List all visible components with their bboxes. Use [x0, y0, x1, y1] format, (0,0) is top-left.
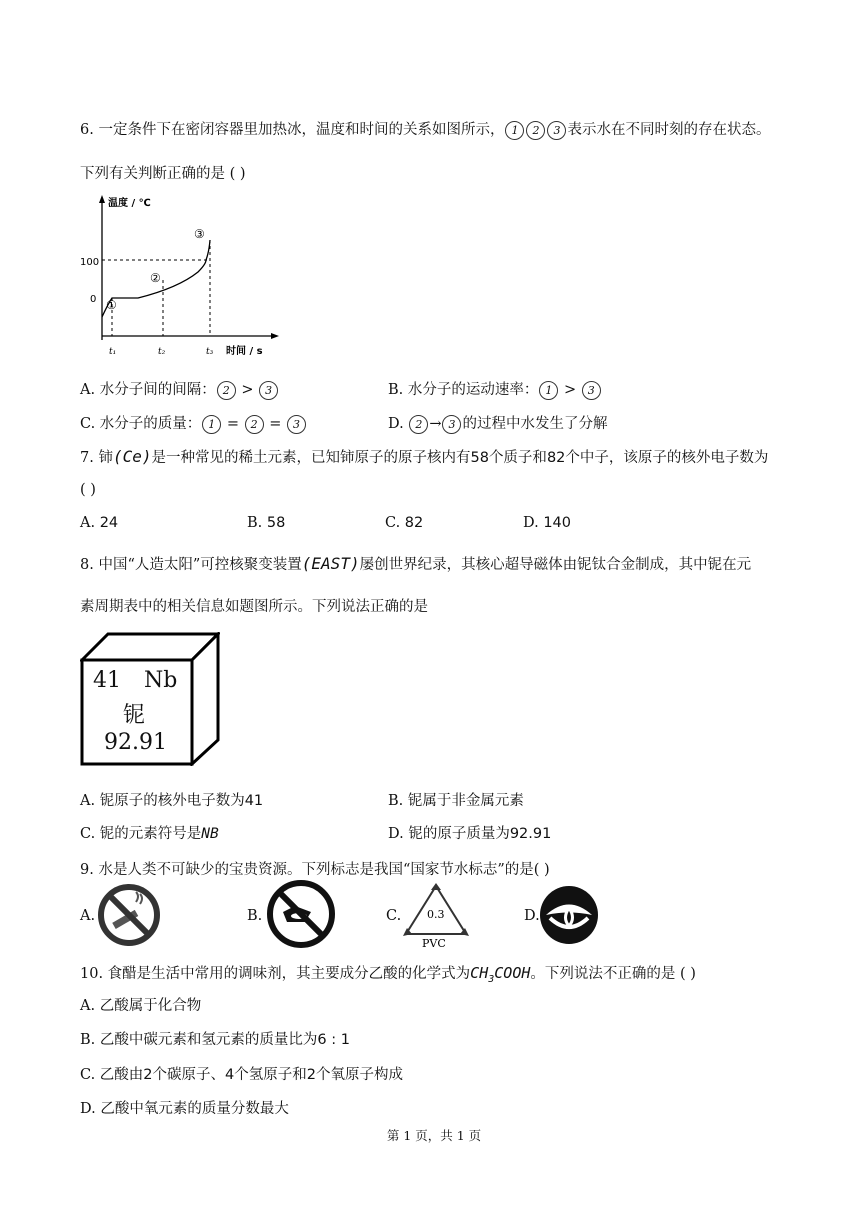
label: D. [523, 515, 539, 531]
q8-stem-line1 [80, 553, 751, 574]
q7-option-c[interactable] [385, 515, 423, 531]
xtick-t2: t₂ [158, 347, 166, 357]
cerium-symbol: (Ce) [112, 447, 152, 466]
text: 个碳原子、 [152, 1067, 226, 1083]
q7-stem-c: 个质子和 [488, 450, 547, 466]
q8-stem-line2: 素周期表中的相关信息如题图所示。下列说法正确的是 [80, 599, 428, 615]
circle-3: 3 [582, 381, 601, 400]
circle-1: 1 [539, 381, 558, 400]
point-1: ① [106, 298, 117, 312]
no-smoking-sign-icon[interactable] [96, 882, 162, 948]
arrow: → [429, 416, 442, 432]
circle-2: 2 [409, 415, 428, 434]
text: C. 铌的元素符号是 [80, 826, 202, 842]
point-2: ② [150, 271, 161, 285]
value: 58 [266, 515, 286, 531]
atomic-number: 41 [93, 668, 121, 693]
q6-optD-label: D. [388, 416, 404, 432]
q8-option-d[interactable] [388, 822, 551, 843]
ytick-100: 100 [80, 257, 100, 268]
q10-option-b[interactable] [80, 1028, 350, 1049]
q10-option-a[interactable]: A. 乙酸属于化合物 [80, 998, 202, 1014]
state-2-circle: 2 [526, 121, 545, 140]
formula-subscript: 3 [488, 974, 495, 985]
q10-stem [80, 962, 696, 985]
graph-ylabel: 温度 / ℃ [108, 198, 151, 209]
circle-1: 1 [202, 415, 221, 434]
q6-option-c[interactable] [80, 412, 307, 434]
q6-stem-a: 6. 一定条件下在密闭容器里加热冰，温度和时间的关系如图所示， [80, 122, 505, 138]
q10-option-d[interactable]: D. 乙酸中氧元素的质量分数最大 [80, 1101, 289, 1117]
temperature-time-graph [78, 192, 288, 362]
q9-stem: 9. 水是人类不可缺少的宝贵资源。下列标志是我国“国家节水标志”的是( ) [80, 862, 550, 878]
q7-option-d[interactable] [523, 515, 571, 531]
q8-option-c[interactable] [80, 822, 219, 843]
text: A. 铌原子的核外电子数为 [80, 793, 245, 809]
q7-stem-d: 个中子，该原子的核外电子数为 [565, 450, 769, 466]
relation: > [563, 382, 577, 398]
relation: > [241, 382, 254, 398]
q9-option-b-label[interactable]: B. [247, 908, 263, 924]
circle-3: 3 [259, 381, 278, 400]
text: B. 乙酸中碳元素和氢元素的质量比为 [80, 1032, 318, 1048]
value: 92.91 [509, 826, 552, 842]
q6-stem-b: 表示水在不同时刻的存在状态。 [567, 122, 771, 138]
pvc-text: PVC [422, 937, 446, 948]
state-1-circle: 1 [505, 121, 524, 140]
recycling-pvc-icon[interactable] [400, 880, 472, 948]
q10-option-c[interactable] [80, 1063, 403, 1084]
relation: = [269, 416, 282, 432]
xtick-t1: t₁ [109, 347, 117, 357]
q7-stem-line1 [80, 446, 768, 467]
value: 140 [543, 515, 572, 531]
q10-stem-b: 。下列说法不正确的是 ( ) [530, 966, 696, 982]
value: 24 [99, 515, 119, 531]
neutron-count: 82 [546, 450, 566, 466]
q8-stem-b: 屡创世界纪录，其核心超导磁体由铌钛合金制成，其中铌在元 [359, 557, 752, 573]
q7-stem-b: 是一种常见的稀土元素，已知铈原子的原子核内有 [151, 450, 471, 466]
pvc-number: 0.3 [427, 908, 445, 921]
value: 6 : 1 [317, 1032, 350, 1048]
circle-2: 2 [217, 381, 236, 400]
q6-option-a[interactable] [80, 378, 279, 400]
num: 2 [143, 1067, 153, 1083]
circle-2: 2 [245, 415, 264, 434]
atomic-mass: 92.91 [104, 730, 167, 755]
q7-option-a[interactable] [80, 515, 118, 531]
graph-xlabel: 时间 / s [226, 346, 263, 357]
q8-option-a[interactable] [80, 789, 263, 810]
proton-count: 58 [470, 450, 489, 466]
q6-optB-text: B. 水分子的运动速率： [388, 382, 539, 398]
value: 82 [404, 515, 424, 531]
q8-option-b[interactable] [388, 789, 524, 810]
page-footer: 第 1 页，共 1 页 [386, 1128, 482, 1143]
acetic-acid-formula [470, 964, 531, 985]
q9-option-c-label[interactable]: C. [386, 908, 402, 924]
x-axis-arrow [271, 333, 279, 339]
point-3: ③ [194, 227, 205, 241]
y-axis-arrow [99, 195, 105, 203]
q6-option-d[interactable] [388, 412, 607, 434]
q7-stem-a: 7. 铈 [80, 450, 113, 466]
label: C. [385, 515, 401, 531]
value: NB [201, 826, 219, 842]
text: D. 铌的原子质量为 [388, 826, 510, 842]
element-name: 铌 [123, 703, 146, 728]
text: B. 铌属于非金属元素 [388, 793, 524, 809]
xtick-t3: t₃ [206, 347, 214, 357]
relation: = [226, 416, 240, 432]
label: B. [247, 515, 263, 531]
element-symbol: Nb [144, 668, 178, 693]
label: A. [80, 515, 96, 531]
water-saving-sign-icon[interactable] [538, 884, 600, 946]
q9-option-a-label[interactable]: A. [80, 908, 96, 924]
niobium-element-box [80, 632, 220, 766]
q6-optC-text: C. 水分子的质量： [80, 416, 202, 432]
ytick-0: 0 [90, 294, 97, 305]
state-3-circle: 3 [547, 121, 566, 140]
text: 个氢原子和 [234, 1067, 307, 1083]
num: 2 [306, 1067, 316, 1083]
no-dumping-sign-icon[interactable] [265, 878, 337, 950]
circle-3: 3 [442, 415, 461, 434]
q6-stem-line1 [80, 118, 770, 140]
east-device: (EAST) [301, 554, 360, 573]
num: 4 [225, 1067, 235, 1083]
value: 41 [244, 793, 264, 809]
text: 个氧原子构成 [316, 1067, 403, 1083]
q7-stem-line2: ( ) [80, 482, 96, 498]
q7-option-b[interactable] [247, 515, 285, 531]
formula-part: CH [470, 964, 489, 982]
q6-optA-text: A. 水分子间的间隔： [80, 382, 216, 398]
circle-3: 3 [287, 415, 306, 434]
text: C. 乙酸由 [80, 1067, 144, 1083]
formula-part: COOH [494, 964, 531, 982]
q6-option-b[interactable] [388, 378, 602, 400]
q9-option-d-label[interactable]: D. [524, 908, 540, 924]
q10-stem-a: 10. 食醋是生活中常用的调味剂，其主要成分乙酸的化学式为 [80, 966, 471, 982]
q6-optD-tail: 的过程中水发生了分解 [462, 416, 608, 432]
q8-stem-a: 8. 中国“人造太阳”可控核聚变装置 [80, 557, 302, 573]
q6-stem-line2: 下列有关判断正确的是 ( ) [80, 166, 246, 182]
